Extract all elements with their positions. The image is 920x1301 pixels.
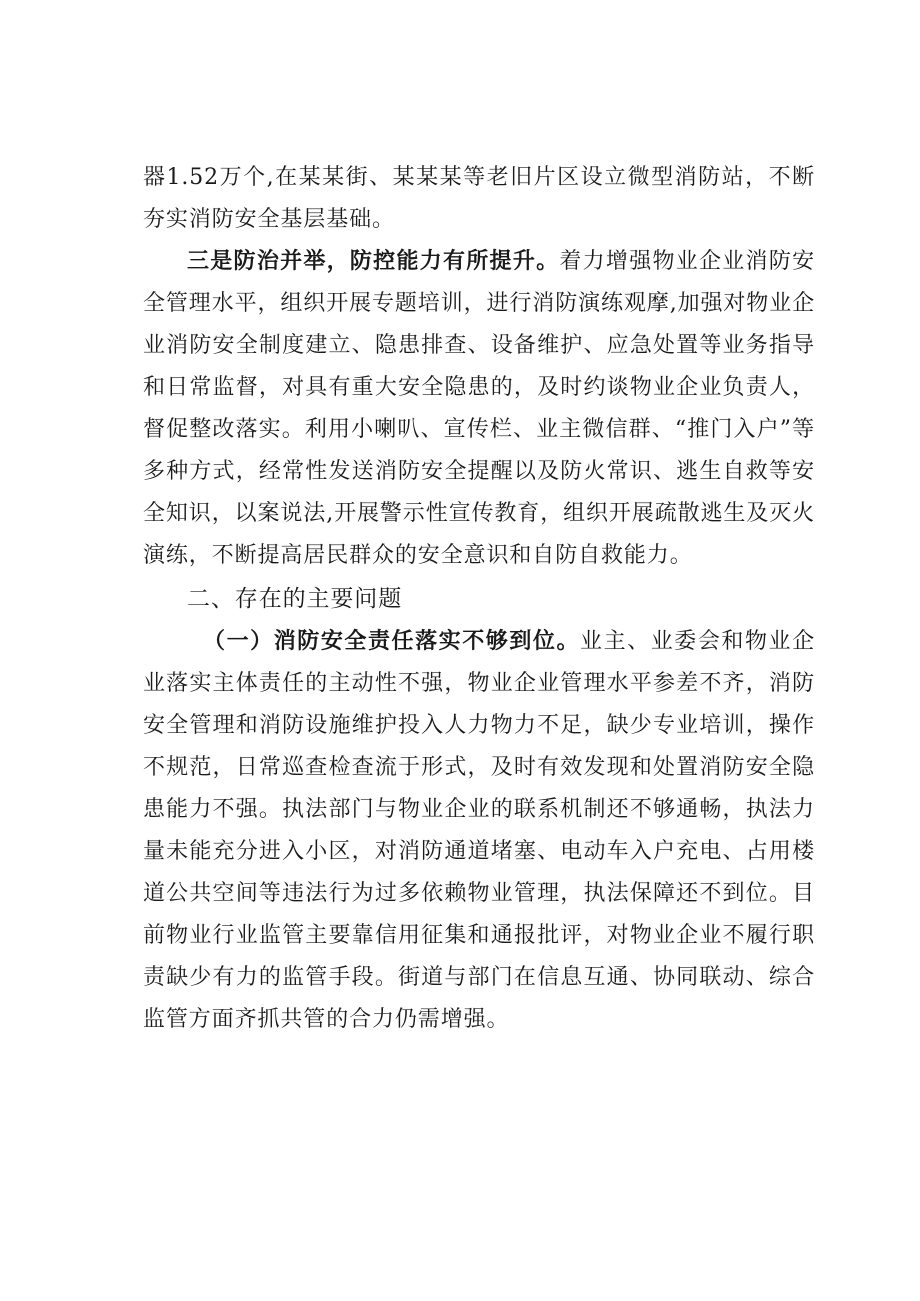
paragraph-lead: （一）消防安全责任落实不够到位。: [203, 629, 581, 654]
paragraph-text: 着力增强物业企业消防安全管理水平，组织开展专题培训，进行消防演练观摩,加强对物业企业消防安全制度建立、隐患排查、设备维护、应急处置等业务指导和日常监督，对具有重大安全隐患的，及时约谈物业企业负责人，督促整改落实。利用小喇叭、宣传栏、业主微信群、“推门入户”等多种方式，经常性发送消防安全提醒以及防火常识、逃生自救等安全知识，以案说法,开展警示性宣传教育，组织开展疏散逃生及灭火演练，不断提高居民群众的安全意识和自防自救能力。: [143, 249, 816, 568]
document-page: [143, 157, 815, 1041]
paragraph-prevention: [143, 241, 815, 577]
paragraph-lead: 三是防治并举，防控能力有所提升。: [187, 249, 560, 274]
paragraph-text: 器1.52万个,在某某街、某某某等老旧片区设立微型消防站，不断夯实消防安全基层基础。: [143, 165, 815, 232]
paragraph-continuation: [143, 157, 815, 241]
paragraph-responsibility: [143, 621, 815, 1041]
paragraph-text: 业主、业委会和物业企业落实主体责任的主动性不强，物业企业管理水平参差不齐，消防安全管理和消防设施维护投入人力物力不足，缺少专业培训，操作不规范，日常巡查检查流于形式，及时有效发现和处置消防安全隐患能力不强。执法部门与物业企业的联系机制还不够通畅，执法力量未能充分进入小区，对消防通道堵塞、电动车入户充电、占用楼道公共空间等违法行为过多依赖物业管理，执法保障还不到位。目前物业行业监管主要靠信用征集和通报批评，对物业企业不履行职责缺少有力的监管手段。街道与部门在信息互通、协同联动、综合监管方面齐抓共管的合力仍需增强。: [143, 629, 815, 1032]
section-heading: 二、存在的主要问题: [187, 586, 403, 612]
